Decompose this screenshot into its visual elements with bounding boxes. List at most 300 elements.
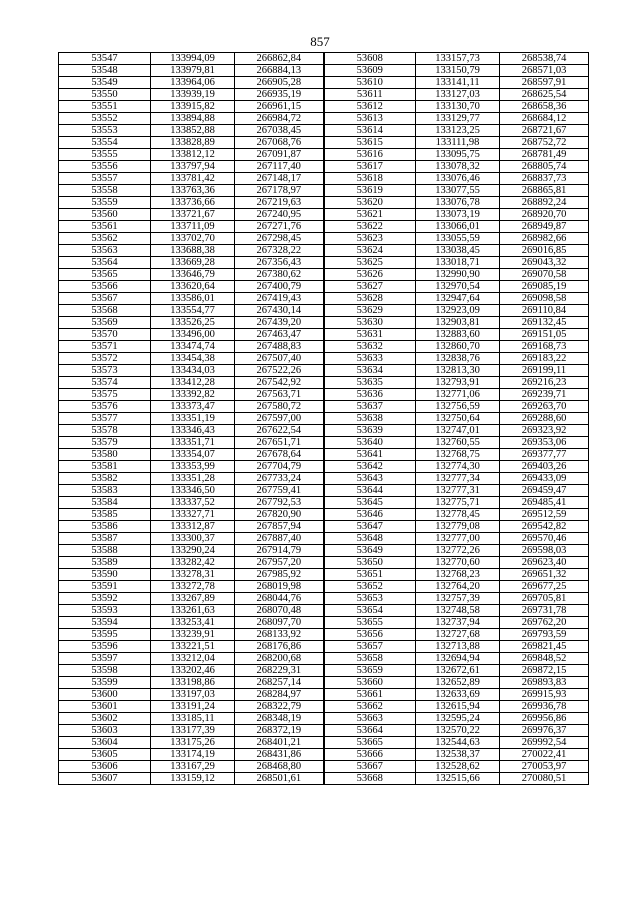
point-number-cell: 53620: [324, 197, 416, 209]
x-coordinate-cell: 133127,03: [416, 89, 500, 101]
point-number-cell: 53571: [59, 341, 151, 353]
y-coordinate-cell: 268949,87: [500, 221, 589, 233]
y-coordinate-cell: 266961,15: [235, 101, 324, 113]
x-coordinate-cell: 133185,11: [151, 713, 235, 725]
point-number-cell: 53663: [324, 713, 416, 725]
table-row: [59, 53, 589, 65]
y-coordinate-cell: 269288,60: [500, 413, 589, 425]
x-coordinate-cell: 133979,81: [151, 65, 235, 77]
point-number-cell: 53614: [324, 125, 416, 137]
y-coordinate-cell: 268892,24: [500, 197, 589, 209]
y-coordinate-cell: 268781,49: [500, 149, 589, 161]
y-coordinate-cell: 267622,54: [235, 425, 324, 437]
y-coordinate-cell: 269570,46: [500, 533, 589, 545]
y-coordinate-cell: 269956,86: [500, 713, 589, 725]
y-coordinate-cell: 269239,71: [500, 389, 589, 401]
point-number-cell: 53644: [324, 485, 416, 497]
point-number-cell: 53621: [324, 209, 416, 221]
y-coordinate-cell: 269183,22: [500, 353, 589, 365]
table-row: [59, 389, 589, 401]
point-number-cell: 53604: [59, 737, 151, 749]
table-row: [59, 245, 589, 257]
y-coordinate-cell: 269043,32: [500, 257, 589, 269]
x-coordinate-cell: 133123,25: [416, 125, 500, 137]
x-coordinate-cell: 133141,11: [416, 77, 500, 89]
point-number-cell: 53627: [324, 281, 416, 293]
y-coordinate-cell: 270080,51: [500, 773, 589, 785]
table-row: [59, 665, 589, 677]
x-coordinate-cell: 133066,01: [416, 221, 500, 233]
x-coordinate-cell: 132774,30: [416, 461, 500, 473]
point-number-cell: 53570: [59, 329, 151, 341]
point-number-cell: 53573: [59, 365, 151, 377]
x-coordinate-cell: 133964,06: [151, 77, 235, 89]
table-row: [59, 305, 589, 317]
y-coordinate-cell: 267488,83: [235, 341, 324, 353]
table-row: [59, 173, 589, 185]
x-coordinate-cell: 133177,39: [151, 725, 235, 737]
x-coordinate-cell: 132883,60: [416, 329, 500, 341]
x-coordinate-cell: 133221,51: [151, 641, 235, 653]
point-number-cell: 53658: [324, 653, 416, 665]
x-coordinate-cell: 132757,39: [416, 593, 500, 605]
x-coordinate-cell: 133736,66: [151, 197, 235, 209]
coordinates-table: [58, 52, 589, 785]
y-coordinate-cell: 269323,92: [500, 425, 589, 437]
point-number-cell: 53615: [324, 137, 416, 149]
point-number-cell: 53583: [59, 485, 151, 497]
y-coordinate-cell: 268752,72: [500, 137, 589, 149]
point-number-cell: 53617: [324, 161, 416, 173]
x-coordinate-cell: 132779,08: [416, 521, 500, 533]
x-coordinate-cell: 132777,00: [416, 533, 500, 545]
point-number-cell: 53612: [324, 101, 416, 113]
table-row: [59, 521, 589, 533]
x-coordinate-cell: 133174,19: [151, 749, 235, 761]
x-coordinate-cell: 133346,50: [151, 485, 235, 497]
x-coordinate-cell: 133261,63: [151, 605, 235, 617]
point-number-cell: 53652: [324, 581, 416, 593]
y-coordinate-cell: 266884,13: [235, 65, 324, 77]
y-coordinate-cell: 267522,26: [235, 365, 324, 377]
table-row: [59, 65, 589, 77]
point-number-cell: 53630: [324, 317, 416, 329]
point-number-cell: 53611: [324, 89, 416, 101]
point-number-cell: 53585: [59, 509, 151, 521]
x-coordinate-cell: 132947,64: [416, 293, 500, 305]
y-coordinate-cell: 269872,15: [500, 665, 589, 677]
y-coordinate-cell: 269762,20: [500, 617, 589, 629]
point-number-cell: 53664: [324, 725, 416, 737]
y-coordinate-cell: 266905,28: [235, 77, 324, 89]
y-coordinate-cell: 267178,97: [235, 185, 324, 197]
y-coordinate-cell: 268097,70: [235, 617, 324, 629]
y-coordinate-cell: 268284,97: [235, 689, 324, 701]
y-coordinate-cell: 267792,53: [235, 497, 324, 509]
x-coordinate-cell: 133554,77: [151, 305, 235, 317]
x-coordinate-cell: 133711,09: [151, 221, 235, 233]
x-coordinate-cell: 133526,25: [151, 317, 235, 329]
y-coordinate-cell: 269542,82: [500, 521, 589, 533]
point-number-cell: 53562: [59, 233, 151, 245]
point-number-cell: 53668: [324, 773, 416, 785]
point-number-cell: 53602: [59, 713, 151, 725]
x-coordinate-cell: 133939,19: [151, 89, 235, 101]
x-coordinate-cell: 132672,61: [416, 665, 500, 677]
x-coordinate-cell: 133781,42: [151, 173, 235, 185]
y-coordinate-cell: 267117,40: [235, 161, 324, 173]
table-row: [59, 341, 589, 353]
point-number-cell: 53559: [59, 197, 151, 209]
point-number-cell: 53575: [59, 389, 151, 401]
table-row: [59, 233, 589, 245]
point-number-cell: 53580: [59, 449, 151, 461]
table-row: [59, 437, 589, 449]
point-number-cell: 53560: [59, 209, 151, 221]
x-coordinate-cell: 133018,71: [416, 257, 500, 269]
x-coordinate-cell: 133852,88: [151, 125, 235, 137]
y-coordinate-cell: 269793,59: [500, 629, 589, 641]
point-number-cell: 53592: [59, 593, 151, 605]
x-coordinate-cell: 133300,37: [151, 533, 235, 545]
point-number-cell: 53569: [59, 317, 151, 329]
point-number-cell: 53622: [324, 221, 416, 233]
x-coordinate-cell: 133076,78: [416, 197, 500, 209]
x-coordinate-cell: 132768,23: [416, 569, 500, 581]
y-coordinate-cell: 268501,61: [235, 773, 324, 785]
table-row: [59, 485, 589, 497]
table-row: [59, 605, 589, 617]
table-row: [59, 269, 589, 281]
x-coordinate-cell: 133812,12: [151, 149, 235, 161]
y-coordinate-cell: 267380,62: [235, 269, 324, 281]
point-number-cell: 53618: [324, 173, 416, 185]
table-row: [59, 473, 589, 485]
y-coordinate-cell: 267857,94: [235, 521, 324, 533]
y-coordinate-cell: 268019,98: [235, 581, 324, 593]
table-row: [59, 137, 589, 149]
point-number-cell: 53563: [59, 245, 151, 257]
x-coordinate-cell: 133253,41: [151, 617, 235, 629]
point-number-cell: 53598: [59, 665, 151, 677]
y-coordinate-cell: 269353,06: [500, 437, 589, 449]
y-coordinate-cell: 269677,25: [500, 581, 589, 593]
y-coordinate-cell: 269623,40: [500, 557, 589, 569]
y-coordinate-cell: 269893,83: [500, 677, 589, 689]
x-coordinate-cell: 133267,89: [151, 593, 235, 605]
table-row: [59, 125, 589, 137]
x-coordinate-cell: 132515,66: [416, 773, 500, 785]
point-number-cell: 53555: [59, 149, 151, 161]
point-number-cell: 53625: [324, 257, 416, 269]
point-number-cell: 53660: [324, 677, 416, 689]
y-coordinate-cell: 267985,92: [235, 569, 324, 581]
table-row: [59, 293, 589, 305]
y-coordinate-cell: 269403,26: [500, 461, 589, 473]
table-row: [59, 401, 589, 413]
point-number-cell: 53646: [324, 509, 416, 521]
table-row: [59, 593, 589, 605]
table-row: [59, 557, 589, 569]
table-row: [59, 353, 589, 365]
point-number-cell: 53651: [324, 569, 416, 581]
x-coordinate-cell: 132615,94: [416, 701, 500, 713]
point-number-cell: 53579: [59, 437, 151, 449]
point-number-cell: 53659: [324, 665, 416, 677]
y-coordinate-cell: 267240,95: [235, 209, 324, 221]
point-number-cell: 53576: [59, 401, 151, 413]
point-number-cell: 53637: [324, 401, 416, 413]
y-coordinate-cell: 269132,45: [500, 317, 589, 329]
point-number-cell: 53584: [59, 497, 151, 509]
point-number-cell: 53589: [59, 557, 151, 569]
table-row: [59, 185, 589, 197]
y-coordinate-cell: 269598,03: [500, 545, 589, 557]
point-number-cell: 53654: [324, 605, 416, 617]
y-coordinate-cell: 267419,43: [235, 293, 324, 305]
x-coordinate-cell: 133198,86: [151, 677, 235, 689]
y-coordinate-cell: 269168,73: [500, 341, 589, 353]
y-coordinate-cell: 267400,79: [235, 281, 324, 293]
y-coordinate-cell: 267563,71: [235, 389, 324, 401]
x-coordinate-cell: 133620,64: [151, 281, 235, 293]
y-coordinate-cell: 268133,92: [235, 629, 324, 641]
table-row: [59, 197, 589, 209]
y-coordinate-cell: 268625,54: [500, 89, 589, 101]
y-coordinate-cell: 266935,19: [235, 89, 324, 101]
y-coordinate-cell: 268257,14: [235, 677, 324, 689]
table-row: [59, 545, 589, 557]
point-number-cell: 53557: [59, 173, 151, 185]
table-row: [59, 713, 589, 725]
y-coordinate-cell: 268982,66: [500, 233, 589, 245]
x-coordinate-cell: 132768,75: [416, 449, 500, 461]
y-coordinate-cell: 268372,19: [235, 725, 324, 737]
x-coordinate-cell: 133412,28: [151, 377, 235, 389]
y-coordinate-cell: 267068,76: [235, 137, 324, 149]
y-coordinate-cell: 269821,45: [500, 641, 589, 653]
y-coordinate-cell: 268348,19: [235, 713, 324, 725]
point-number-cell: 53631: [324, 329, 416, 341]
point-number-cell: 53662: [324, 701, 416, 713]
point-number-cell: 53590: [59, 569, 151, 581]
y-coordinate-cell: 267957,20: [235, 557, 324, 569]
x-coordinate-cell: 132903,81: [416, 317, 500, 329]
y-coordinate-cell: 268322,79: [235, 701, 324, 713]
table-row: [59, 377, 589, 389]
table-row: [59, 209, 589, 221]
y-coordinate-cell: 267914,79: [235, 545, 324, 557]
y-coordinate-cell: 268538,74: [500, 53, 589, 65]
x-coordinate-cell: 132713,88: [416, 641, 500, 653]
point-number-cell: 53653: [324, 593, 416, 605]
x-coordinate-cell: 132528,62: [416, 761, 500, 773]
point-number-cell: 53597: [59, 653, 151, 665]
point-number-cell: 53551: [59, 101, 151, 113]
y-coordinate-cell: 267542,92: [235, 377, 324, 389]
y-coordinate-cell: 269485,41: [500, 497, 589, 509]
point-number-cell: 53608: [324, 53, 416, 65]
x-coordinate-cell: 132772,26: [416, 545, 500, 557]
table-row: [59, 653, 589, 665]
y-coordinate-cell: 268837,73: [500, 173, 589, 185]
table-row: [59, 149, 589, 161]
y-coordinate-cell: 267678,64: [235, 449, 324, 461]
y-coordinate-cell: 269992,54: [500, 737, 589, 749]
x-coordinate-cell: 132771,06: [416, 389, 500, 401]
coordinates-table-body: [59, 53, 589, 785]
y-coordinate-cell: 267439,20: [235, 317, 324, 329]
point-number-cell: 53666: [324, 749, 416, 761]
point-number-cell: 53628: [324, 293, 416, 305]
y-coordinate-cell: 267507,40: [235, 353, 324, 365]
point-number-cell: 53600: [59, 689, 151, 701]
x-coordinate-cell: 133351,28: [151, 473, 235, 485]
point-number-cell: 53661: [324, 689, 416, 701]
table-row: [59, 77, 589, 89]
point-number-cell: 53594: [59, 617, 151, 629]
y-coordinate-cell: 268229,31: [235, 665, 324, 677]
y-coordinate-cell: 270022,41: [500, 749, 589, 761]
x-coordinate-cell: 133130,70: [416, 101, 500, 113]
point-number-cell: 53667: [324, 761, 416, 773]
y-coordinate-cell: 267091,87: [235, 149, 324, 161]
y-coordinate-cell: 268571,03: [500, 65, 589, 77]
point-number-cell: 53648: [324, 533, 416, 545]
point-number-cell: 53587: [59, 533, 151, 545]
point-number-cell: 53578: [59, 425, 151, 437]
point-number-cell: 53599: [59, 677, 151, 689]
y-coordinate-cell: 268658,36: [500, 101, 589, 113]
y-coordinate-cell: 267597,00: [235, 413, 324, 425]
point-number-cell: 53633: [324, 353, 416, 365]
point-number-cell: 53593: [59, 605, 151, 617]
x-coordinate-cell: 133351,19: [151, 413, 235, 425]
x-coordinate-cell: 133828,89: [151, 137, 235, 149]
point-number-cell: 53572: [59, 353, 151, 365]
x-coordinate-cell: 133454,38: [151, 353, 235, 365]
x-coordinate-cell: 132652,89: [416, 677, 500, 689]
x-coordinate-cell: 133669,28: [151, 257, 235, 269]
point-number-cell: 53607: [59, 773, 151, 785]
point-number-cell: 53591: [59, 581, 151, 593]
y-coordinate-cell: 268200,68: [235, 653, 324, 665]
y-coordinate-cell: 268431,86: [235, 749, 324, 761]
point-number-cell: 53547: [59, 53, 151, 65]
x-coordinate-cell: 133167,29: [151, 761, 235, 773]
table-row: [59, 365, 589, 377]
x-coordinate-cell: 133763,36: [151, 185, 235, 197]
point-number-cell: 53650: [324, 557, 416, 569]
point-number-cell: 53553: [59, 125, 151, 137]
point-number-cell: 53635: [324, 377, 416, 389]
point-number-cell: 53596: [59, 641, 151, 653]
x-coordinate-cell: 133239,91: [151, 629, 235, 641]
x-coordinate-cell: 133346,43: [151, 425, 235, 437]
x-coordinate-cell: 133038,45: [416, 245, 500, 257]
table-row: [59, 413, 589, 425]
y-coordinate-cell: 269915,93: [500, 689, 589, 701]
x-coordinate-cell: 132727,68: [416, 629, 500, 641]
y-coordinate-cell: 269936,78: [500, 701, 589, 713]
table-row: [59, 461, 589, 473]
table-row: [59, 317, 589, 329]
table-row: [59, 113, 589, 125]
point-number-cell: 53636: [324, 389, 416, 401]
x-coordinate-cell: 133282,42: [151, 557, 235, 569]
y-coordinate-cell: 267356,43: [235, 257, 324, 269]
point-number-cell: 53574: [59, 377, 151, 389]
point-number-cell: 53595: [59, 629, 151, 641]
point-number-cell: 53582: [59, 473, 151, 485]
y-coordinate-cell: 267733,24: [235, 473, 324, 485]
point-number-cell: 53649: [324, 545, 416, 557]
table-row: [59, 509, 589, 521]
point-number-cell: 53623: [324, 233, 416, 245]
x-coordinate-cell: 133272,78: [151, 581, 235, 593]
x-coordinate-cell: 133159,12: [151, 773, 235, 785]
x-coordinate-cell: 133073,19: [416, 209, 500, 221]
y-coordinate-cell: 267704,79: [235, 461, 324, 473]
point-number-cell: 53588: [59, 545, 151, 557]
x-coordinate-cell: 132813,30: [416, 365, 500, 377]
x-coordinate-cell: 133278,31: [151, 569, 235, 581]
point-number-cell: 53567: [59, 293, 151, 305]
y-coordinate-cell: 269085,19: [500, 281, 589, 293]
x-coordinate-cell: 133702,70: [151, 233, 235, 245]
x-coordinate-cell: 133351,71: [151, 437, 235, 449]
y-coordinate-cell: 269199,11: [500, 365, 589, 377]
point-number-cell: 53640: [324, 437, 416, 449]
x-coordinate-cell: 133721,67: [151, 209, 235, 221]
x-coordinate-cell: 133202,46: [151, 665, 235, 677]
table-row: [59, 281, 589, 293]
table-row: [59, 329, 589, 341]
point-number-cell: 53564: [59, 257, 151, 269]
point-number-cell: 53613: [324, 113, 416, 125]
y-coordinate-cell: 267759,41: [235, 485, 324, 497]
point-number-cell: 53656: [324, 629, 416, 641]
point-number-cell: 53638: [324, 413, 416, 425]
y-coordinate-cell: 267298,45: [235, 233, 324, 245]
table-row: [59, 161, 589, 173]
y-coordinate-cell: 269651,32: [500, 569, 589, 581]
table-row: [59, 629, 589, 641]
point-number-cell: 53634: [324, 365, 416, 377]
x-coordinate-cell: 133797,94: [151, 161, 235, 173]
x-coordinate-cell: 132860,70: [416, 341, 500, 353]
point-number-cell: 53616: [324, 149, 416, 161]
point-number-cell: 53647: [324, 521, 416, 533]
x-coordinate-cell: 133688,38: [151, 245, 235, 257]
table-row: [59, 425, 589, 437]
x-coordinate-cell: 132770,60: [416, 557, 500, 569]
x-coordinate-cell: 132838,76: [416, 353, 500, 365]
point-number-cell: 53550: [59, 89, 151, 101]
x-coordinate-cell: 133994,09: [151, 53, 235, 65]
x-coordinate-cell: 133055,59: [416, 233, 500, 245]
y-coordinate-cell: 268721,67: [500, 125, 589, 137]
y-coordinate-cell: 269848,52: [500, 653, 589, 665]
x-coordinate-cell: 132750,64: [416, 413, 500, 425]
x-coordinate-cell: 133076,46: [416, 173, 500, 185]
point-number-cell: 53561: [59, 221, 151, 233]
y-coordinate-cell: 269151,05: [500, 329, 589, 341]
x-coordinate-cell: 133157,73: [416, 53, 500, 65]
point-number-cell: 53632: [324, 341, 416, 353]
x-coordinate-cell: 133915,82: [151, 101, 235, 113]
point-number-cell: 53645: [324, 497, 416, 509]
